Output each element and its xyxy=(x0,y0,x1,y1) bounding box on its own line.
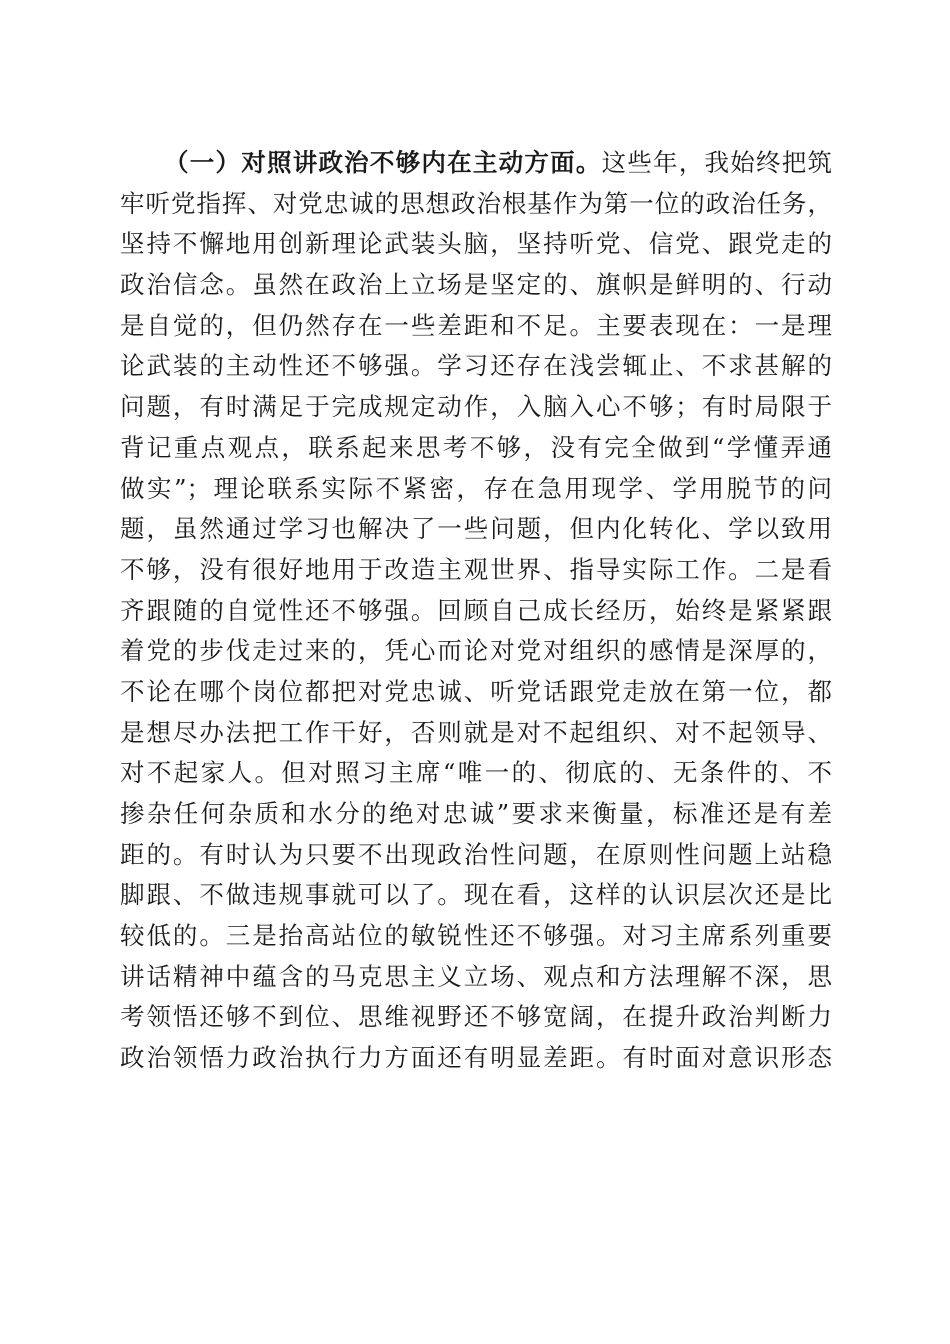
paragraph-line: 对不起家人。但对照习主席“唯一的、彻底的、无条件的、不 xyxy=(120,758,832,788)
paragraph-line: 题，虽然通过学习也解决了一些问题，但内化转化、学以致用 xyxy=(120,514,832,544)
body-paragraph xyxy=(120,143,832,1079)
paragraph-line: 是自觉的，但仍然存在一些差距和不足。主要表现在：一是理 xyxy=(120,310,832,340)
paragraph-line: 论武装的主动性还不够强。学习还存在浅尝辄止、不求甚解的 xyxy=(120,351,832,381)
paragraph-line: 掺杂任何杂质和水分的绝对忠诚”要求来衡量，标准还是有差 xyxy=(120,799,832,828)
paragraph-line: 考领悟还够不到位、思维视野还不够宽阔，在提升政治判断力 xyxy=(120,1002,832,1032)
paragraph-line: 距的。有时认为只要不出现政治性问题，在原则性问题上站稳 xyxy=(120,839,832,869)
paragraph-line: 不够，没有很好地用于改造主观世界、指导实际工作。二是看 xyxy=(120,554,832,584)
paragraph-line: 脚跟、不做违规事就可以了。现在看，这样的认识层次还是比 xyxy=(120,880,832,910)
paragraph-line: 坚持不懈地用创新理论武装头脑，坚持听党、信党、跟党走的 xyxy=(120,229,832,259)
paragraph-line: 齐跟随的自觉性还不够强。回顾自己成长经历，始终是紧紧跟 xyxy=(120,595,832,625)
paragraph-line: 政治领悟力政治执行力方面还有明显差距。有时面对意识形态 xyxy=(120,1043,832,1073)
paragraph-line: 讲话精神中蕴含的马克思主义立场、观点和方法理解不深，思 xyxy=(120,961,832,991)
paragraph-line: 问题，有时满足于完成规定动作，入脑入心不够；有时局限于 xyxy=(120,392,832,422)
paragraph-line-1 xyxy=(120,143,832,184)
paragraph-line: 做实”；理论联系实际不紧密，存在急用现学、学用脱节的问 xyxy=(120,473,832,503)
paragraph-line: 不论在哪个岗位都把对党忠诚、听党话跟党走放在第一位，都 xyxy=(120,676,832,706)
paragraph-line: 牢听党指挥、对党忠诚的思想政治根基作为第一位的政治任务， xyxy=(120,188,832,218)
paragraph-line: 背记重点观点，联系起来思考不够，没有完全做到“学懂弄通 xyxy=(120,432,832,462)
paragraph-line: 政治信念。虽然在政治上立场是坚定的、旗帜是鲜明的、行动 xyxy=(120,270,832,300)
paragraph-line: 是想尽办法把工作干好，否则就是对不起组织、对不起领导、 xyxy=(120,717,832,747)
section-heading: （一）对照讲政治不够内在主动方面。 xyxy=(164,148,602,177)
first-line-text: 这些年，我始终把筑 xyxy=(601,148,832,177)
paragraph-line: 较低的。三是抬高站位的敏锐性还不够强。对习主席系列重要 xyxy=(120,921,832,951)
paragraph-line: 着党的步伐走过来的，凭心而论对党对组织的感情是深厚的， xyxy=(120,636,832,666)
